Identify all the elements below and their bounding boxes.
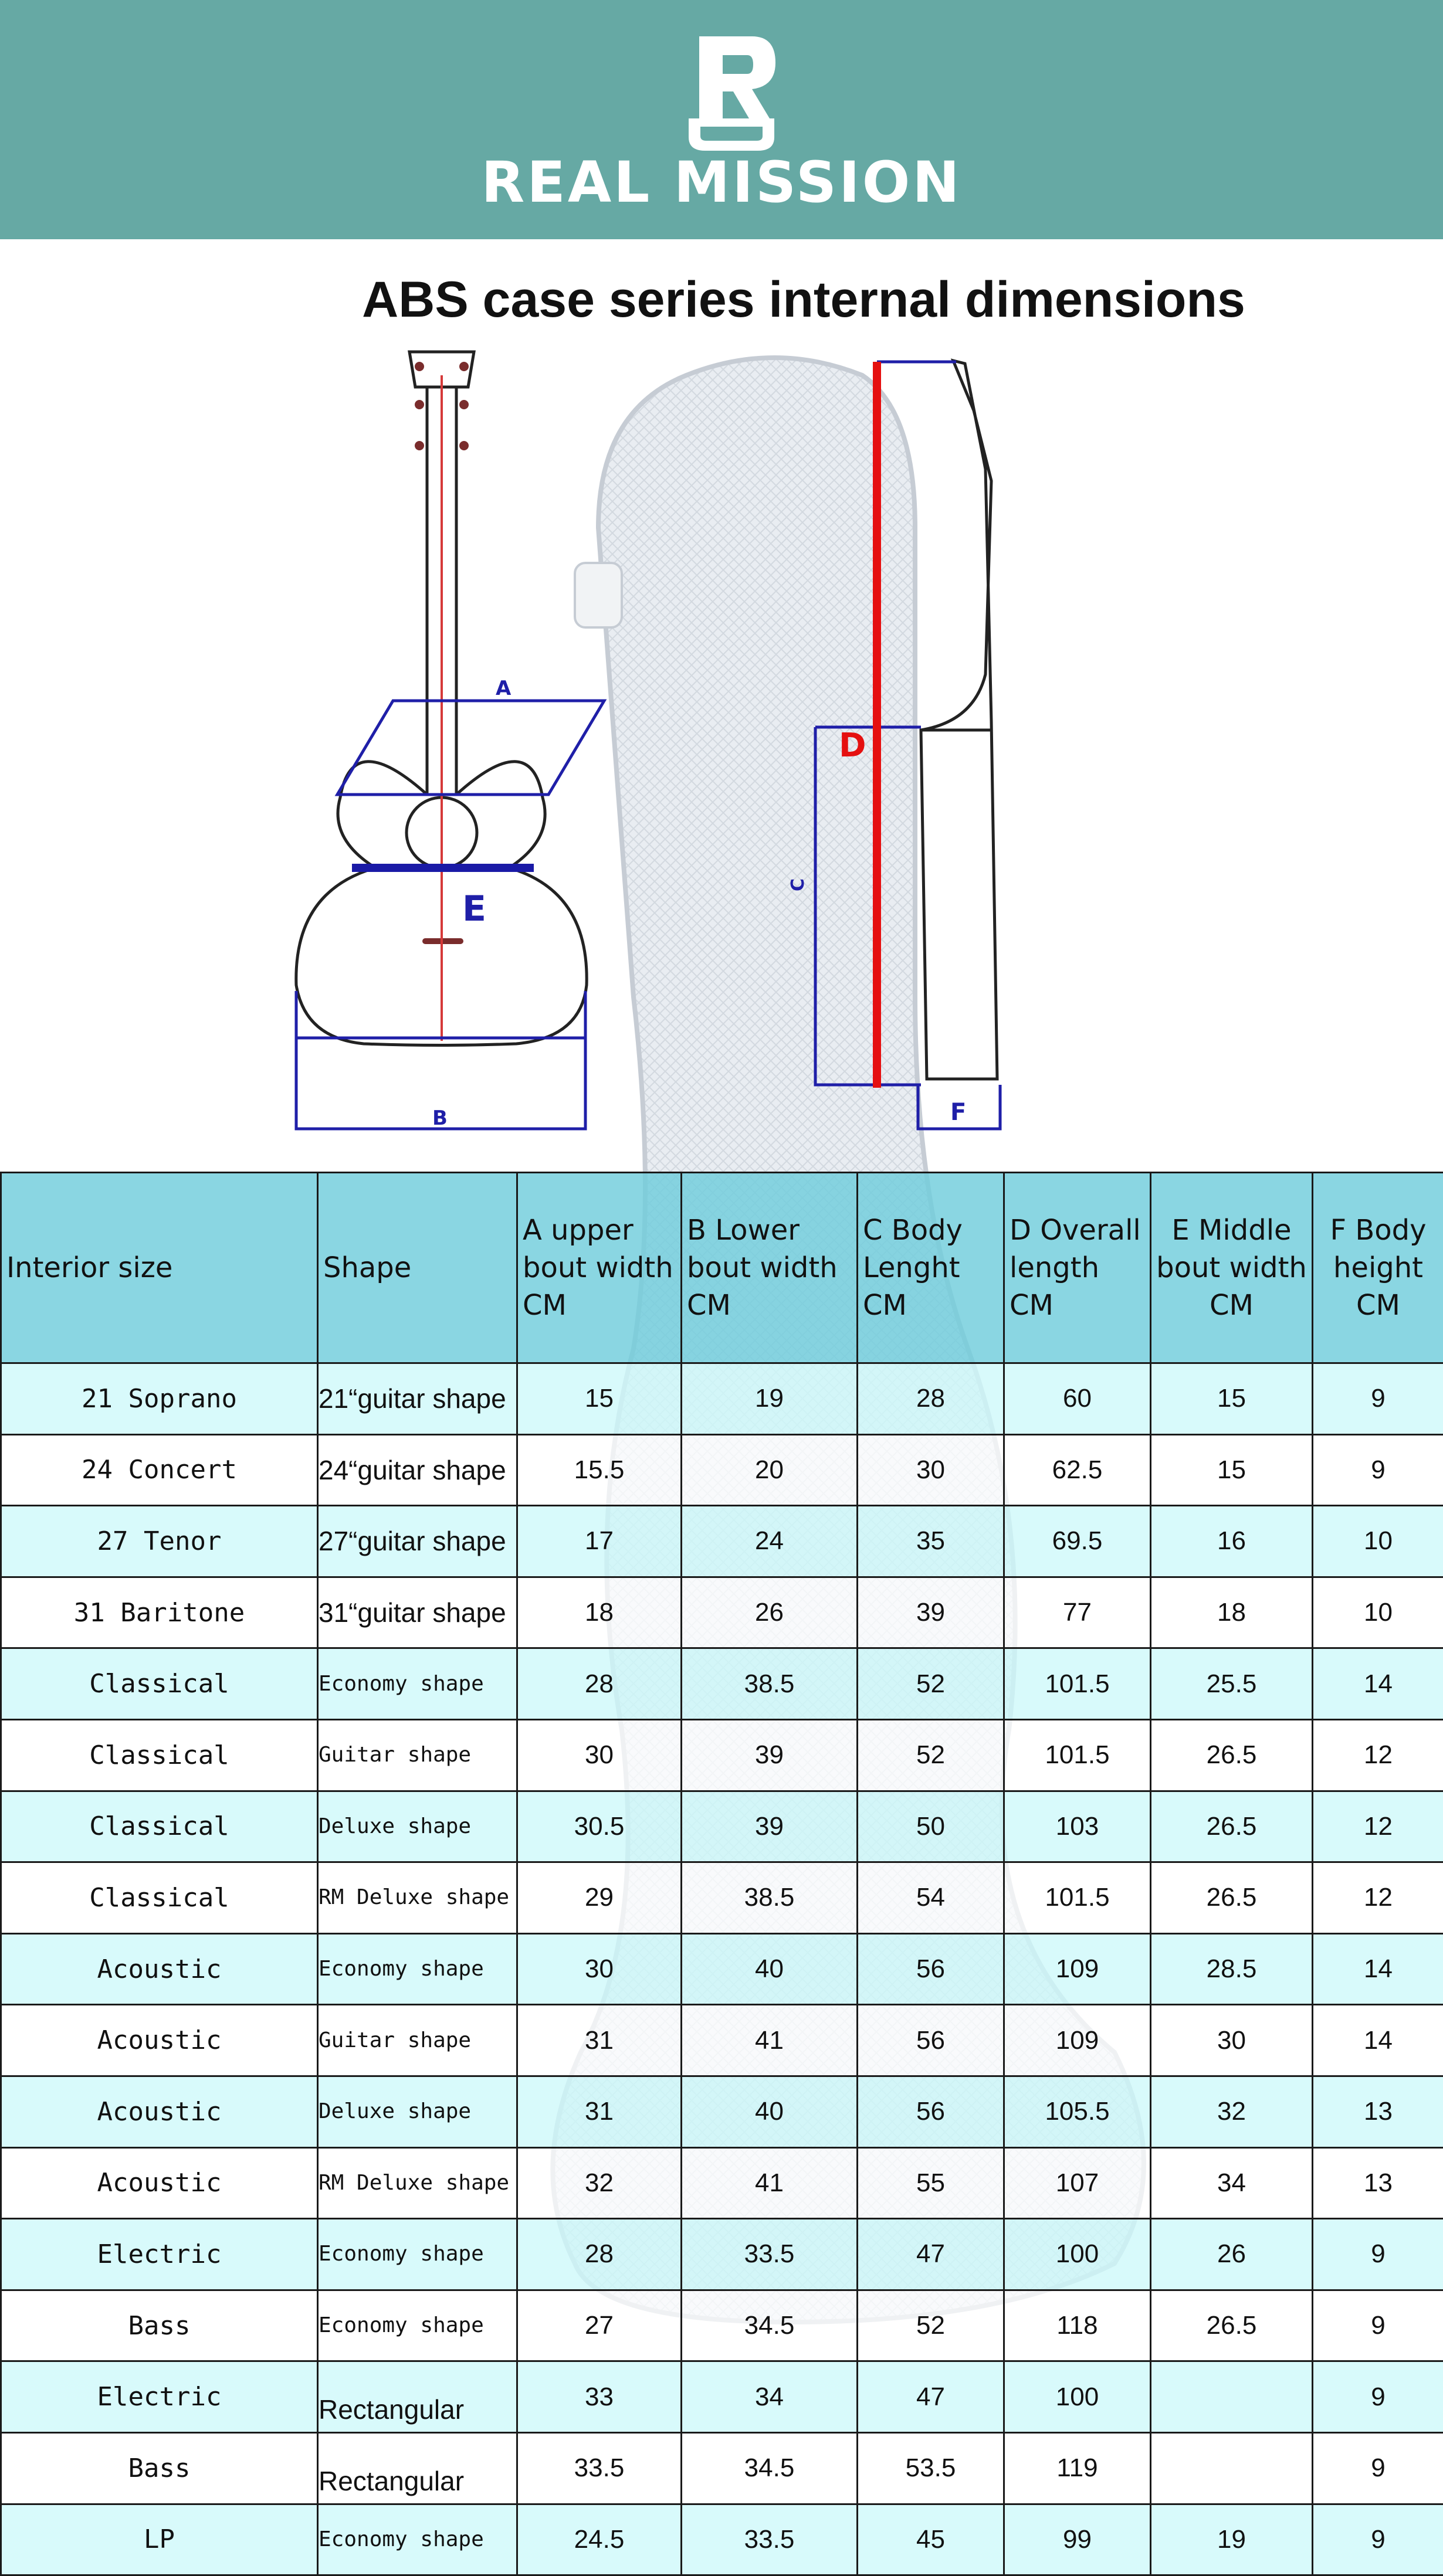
cell-b: 39 <box>682 1791 858 1862</box>
cell-interior-size: 31 Baritone <box>1 1577 318 1648</box>
cell-interior-size: 21 Soprano <box>1 1363 318 1435</box>
table-row <box>1 2076 1443 2147</box>
cell-a: 18 <box>517 1577 682 1648</box>
cell-a: 31 <box>517 2005 682 2076</box>
cell-c: 55 <box>858 2147 1004 2219</box>
cell-c: 52 <box>858 1719 1004 1791</box>
cell-e: 28.5 <box>1151 1933 1313 2005</box>
cell-b: 34.5 <box>682 2290 858 2361</box>
cell-e: 26.5 <box>1151 1791 1313 1862</box>
dimension-c-box <box>815 727 921 1085</box>
table-row <box>1 2147 1443 2219</box>
cell-e: 26.5 <box>1151 1719 1313 1791</box>
cell-d: 109 <box>1004 2005 1151 2076</box>
cell-a: 32 <box>517 2147 682 2219</box>
cell-f: 14 <box>1313 1648 1443 1720</box>
cell-interior-size: Bass <box>1 2290 318 2361</box>
guitar-side-view <box>921 361 997 1079</box>
cell-a: 15 <box>517 1363 682 1435</box>
header-d: D Overall length CM <box>1004 1173 1151 1363</box>
cell-a: 33.5 <box>517 2432 682 2504</box>
cell-interior-size: LP <box>1 2504 318 2575</box>
cell-shape: Rectangular <box>318 2432 517 2504</box>
table-row <box>1 2290 1443 2361</box>
cell-e: 19 <box>1151 2504 1313 2575</box>
cell-b: 41 <box>682 2147 858 2219</box>
cell-e: 32 <box>1151 2076 1313 2147</box>
cell-shape: Economy shape <box>318 1648 517 1720</box>
cell-c: 47 <box>858 2361 1004 2433</box>
table-row <box>1 1363 1443 1435</box>
cell-f: 9 <box>1313 2432 1443 2504</box>
cell-d: 77 <box>1004 1577 1151 1648</box>
table-row <box>1 2219 1443 2290</box>
cell-interior-size: Acoustic <box>1 2005 318 2076</box>
cell-f: 14 <box>1313 1933 1443 2005</box>
cell-b: 26 <box>682 1577 858 1648</box>
dimension-table <box>0 1172 1443 2576</box>
cell-a: 15.5 <box>517 1434 682 1506</box>
cell-c: 56 <box>858 2005 1004 2076</box>
cell-f: 9 <box>1313 1363 1443 1435</box>
cell-shape: 24“guitar shape <box>318 1434 517 1506</box>
cell-c: 56 <box>858 2076 1004 2147</box>
cell-b: 40 <box>682 2076 858 2147</box>
cell-a: 17 <box>517 1506 682 1577</box>
cell-interior-size: Bass <box>1 2432 318 2504</box>
cell-shape: Economy shape <box>318 1933 517 2005</box>
cell-d: 101.5 <box>1004 1862 1151 1934</box>
table-row <box>1 1506 1443 1577</box>
cell-c: 45 <box>858 2504 1004 2575</box>
table-row <box>1 1933 1443 2005</box>
header-shape: Shape <box>318 1173 517 1363</box>
cell-interior-size: Classical <box>1 1862 318 1934</box>
cell-a: 30 <box>517 1933 682 2005</box>
cell-d: 100 <box>1004 2219 1151 2290</box>
cell-c: 28 <box>858 1363 1004 1435</box>
cell-b: 33.5 <box>682 2504 858 2575</box>
cell-d: 107 <box>1004 2147 1151 2219</box>
cell-a: 24.5 <box>517 2504 682 2575</box>
cell-e: 26.5 <box>1151 2290 1313 2361</box>
cell-d: 118 <box>1004 2290 1151 2361</box>
cell-a: 30.5 <box>517 1791 682 1862</box>
cell-c: 50 <box>858 1791 1004 1862</box>
cell-b: 38.5 <box>682 1862 858 1934</box>
cell-b: 20 <box>682 1434 858 1506</box>
cell-f: 12 <box>1313 1791 1443 1862</box>
cell-shape: RM Deluxe shape <box>318 1862 517 1934</box>
cell-b: 34 <box>682 2361 858 2433</box>
cell-d: 101.5 <box>1004 1648 1151 1720</box>
cell-shape: Economy shape <box>318 2290 517 2361</box>
cell-b: 40 <box>682 1933 858 2005</box>
cell-f: 10 <box>1313 1506 1443 1577</box>
table-row <box>1 1862 1443 1934</box>
cell-f: 9 <box>1313 2361 1443 2433</box>
cell-d: 62.5 <box>1004 1434 1151 1506</box>
cell-shape: 21“guitar shape <box>318 1363 517 1435</box>
cell-b: 24 <box>682 1506 858 1577</box>
cell-interior-size: Classical <box>1 1648 318 1720</box>
label-e: E <box>462 888 486 929</box>
dimension-a-box <box>337 701 604 795</box>
table-row <box>1 2432 1443 2504</box>
cell-c: 53.5 <box>858 2432 1004 2504</box>
cell-interior-size: Acoustic <box>1 1933 318 2005</box>
cell-c: 47 <box>858 2219 1004 2290</box>
cell-shape: 27“guitar shape <box>318 1506 517 1577</box>
cell-f: 13 <box>1313 2147 1443 2219</box>
cell-d: 99 <box>1004 2504 1151 2575</box>
cell-b: 19 <box>682 1363 858 1435</box>
cell-c: 30 <box>858 1434 1004 1506</box>
cell-shape: Guitar shape <box>318 2005 517 2076</box>
brand-name: REAL MISSION <box>0 150 1443 215</box>
label-c: C <box>788 878 808 891</box>
label-f: F <box>950 1099 966 1126</box>
cell-shape: Rectangular <box>318 2361 517 2433</box>
table-row <box>1 1791 1443 1862</box>
cell-interior-size: Electric <box>1 2219 318 2290</box>
header-a: A upper bout width CM <box>517 1173 682 1363</box>
cell-f: 10 <box>1313 1577 1443 1648</box>
cell-d: 109 <box>1004 1933 1151 2005</box>
cell-e: 30 <box>1151 2005 1313 2076</box>
cell-a: 27 <box>517 2290 682 2361</box>
cell-f: 9 <box>1313 2219 1443 2290</box>
cell-b: 41 <box>682 2005 858 2076</box>
cell-shape: Economy shape <box>318 2219 517 2290</box>
table-row <box>1 1434 1443 1506</box>
cell-interior-size: Classical <box>1 1791 318 1862</box>
dimension-diagram <box>0 340 1443 1173</box>
label-d: D <box>839 727 866 765</box>
cell-d: 105.5 <box>1004 2076 1151 2147</box>
cell-e <box>1151 2361 1313 2433</box>
table-row <box>1 1648 1443 1720</box>
cell-interior-size: Electric <box>1 2361 318 2433</box>
cell-shape: Economy shape <box>318 2504 517 2575</box>
cell-d: 119 <box>1004 2432 1151 2504</box>
cell-e: 15 <box>1151 1434 1313 1506</box>
cell-interior-size: 27 Tenor <box>1 1506 318 1577</box>
cell-f: 9 <box>1313 1434 1443 1506</box>
cell-shape: Deluxe shape <box>318 2076 517 2147</box>
cell-interior-size: Acoustic <box>1 2147 318 2219</box>
cell-e: 26.5 <box>1151 1862 1313 1934</box>
cell-shape: Deluxe shape <box>318 1791 517 1862</box>
cell-e <box>1151 2432 1313 2504</box>
header-b: B Lower bout width CM <box>682 1173 858 1363</box>
cell-b: 38.5 <box>682 1648 858 1720</box>
cell-a: 28 <box>517 2219 682 2290</box>
table-header-row <box>1 1173 1443 1363</box>
cell-f: 9 <box>1313 2504 1443 2575</box>
cell-a: 29 <box>517 1862 682 1934</box>
cell-c: 35 <box>858 1506 1004 1577</box>
cell-d: 103 <box>1004 1791 1151 1862</box>
cell-c: 54 <box>858 1862 1004 1934</box>
page-title: ABS case series internal dimensions <box>0 271 1443 329</box>
cell-interior-size: Classical <box>1 1719 318 1791</box>
cell-d: 60 <box>1004 1363 1151 1435</box>
cell-f: 13 <box>1313 2076 1443 2147</box>
table-row <box>1 1577 1443 1648</box>
cell-a: 28 <box>517 1648 682 1720</box>
cell-e: 26 <box>1151 2219 1313 2290</box>
cell-c: 52 <box>858 2290 1004 2361</box>
cell-interior-size: 24 Concert <box>1 1434 318 1506</box>
cell-f: 12 <box>1313 1719 1443 1791</box>
cell-shape: RM Deluxe shape <box>318 2147 517 2219</box>
label-a: A <box>496 677 512 700</box>
cell-e: 15 <box>1151 1363 1313 1435</box>
cell-e: 16 <box>1151 1506 1313 1577</box>
header-interior-size: Interior size <box>1 1173 318 1363</box>
cell-a: 30 <box>517 1719 682 1791</box>
cell-d: 69.5 <box>1004 1506 1151 1577</box>
header-f: F Body height CM <box>1313 1173 1443 1363</box>
cell-d: 100 <box>1004 2361 1151 2433</box>
cell-b: 39 <box>682 1719 858 1791</box>
table-row <box>1 2361 1443 2433</box>
label-b: B <box>432 1107 448 1130</box>
cell-c: 56 <box>858 1933 1004 2005</box>
cell-a: 33 <box>517 2361 682 2433</box>
cell-e: 25.5 <box>1151 1648 1313 1720</box>
cell-shape: 31“guitar shape <box>318 1577 517 1648</box>
header-c: C Body Lenght CM <box>858 1173 1004 1363</box>
cell-b: 34.5 <box>682 2432 858 2504</box>
cell-c: 52 <box>858 1648 1004 1720</box>
table-row <box>1 2504 1443 2575</box>
table-row <box>1 1719 1443 1791</box>
table-row <box>1 2005 1443 2076</box>
cell-e: 34 <box>1151 2147 1313 2219</box>
cell-f: 14 <box>1313 2005 1443 2076</box>
cell-b: 33.5 <box>682 2219 858 2290</box>
cell-d: 101.5 <box>1004 1719 1151 1791</box>
cell-interior-size: Acoustic <box>1 2076 318 2147</box>
cell-a: 31 <box>517 2076 682 2147</box>
cell-c: 39 <box>858 1577 1004 1648</box>
cell-shape: Guitar shape <box>318 1719 517 1791</box>
cell-f: 9 <box>1313 2290 1443 2361</box>
header-e: E Middle bout width CM <box>1151 1173 1313 1363</box>
cell-f: 12 <box>1313 1862 1443 1934</box>
cell-e: 18 <box>1151 1577 1313 1648</box>
